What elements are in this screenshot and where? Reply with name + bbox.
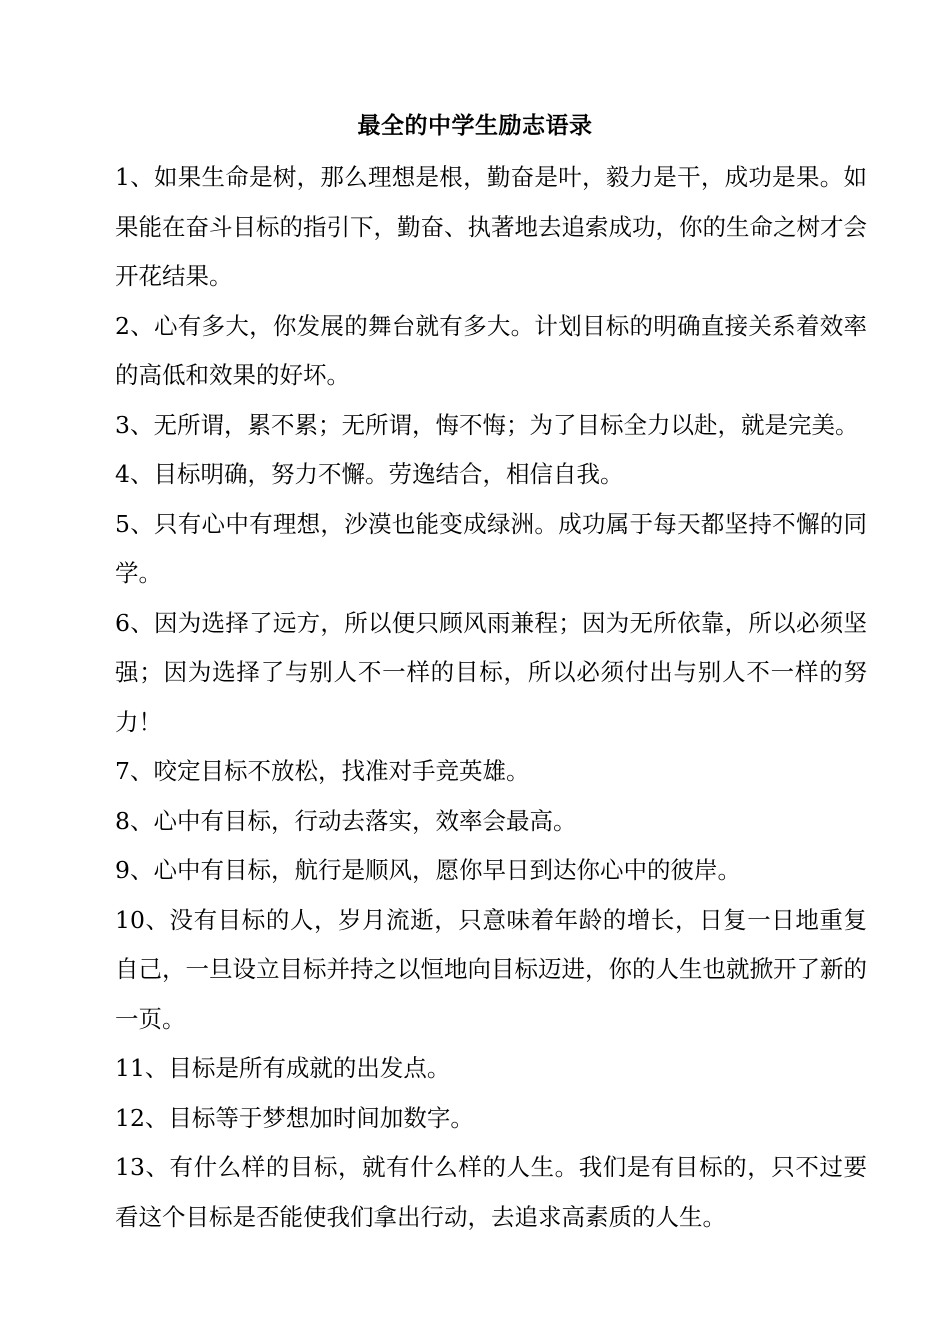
document-body <box>115 153 867 1242</box>
paragraph-8: 8、心中有目标，行动去落实，效率会最高。 <box>115 806 577 835</box>
paragraph-12: 12、目标等于梦想加时间加数字。 <box>115 1103 474 1132</box>
paragraph-2: 2、心有多大，你发展的舞台就有多大。计划目标的明确直接关系着效率的高低和效果的好坏。 <box>115 311 867 389</box>
paragraph-10: 10、没有目标的人，岁月流逝，只意味着年龄的增长，日复一日地重复自己，一旦设立目标并持之以恒地向目标迈进，你的人生也就掀开了新的一页。 <box>115 905 867 1033</box>
paragraph-11: 11、目标是所有成就的出发点。 <box>115 1054 451 1082</box>
document-title: 最全的中学生励志语录 <box>357 112 593 139</box>
paragraph-13: 13、有什么样的目标，就有什么样的人生。我们是有目标的，只不过要看这个目标是否能使我们拿出行动，去追求高素质的人生。 <box>115 1153 867 1231</box>
paragraph-4: 4、目标明确，努力不懈。劳逸结合，相信自我。 <box>115 460 624 488</box>
paragraph-3: 3、无所谓，累不累；无所谓，悔不悔；为了目标全力以赴，就是完美。 <box>115 410 859 439</box>
paragraph-6: 6、因为选择了远方，所以便只顾风雨兼程；因为无所依靠，所以必须坚强；因为选择了与别人不一样的目标，所以必须付出与别人不一样的努力！ <box>115 608 867 736</box>
paragraph-9: 9、心中有目标，航行是顺风，愿你早日到达你心中的彼岸。 <box>115 856 741 884</box>
paragraph-1: 1、如果生命是树，那么理想是根，勤奋是叶，毅力是干，成功是果。如果能在奋斗目标的指引下，勤奋、执著地去追索成功，你的生命之树才会开花结果。 <box>115 163 867 290</box>
paragraph-7: 7、咬定目标不放松，找准对手竞英雄。 <box>115 757 530 785</box>
paragraph-5: 5、只有心中有理想，沙漠也能变成绿洲。成功属于每天都坚持不懈的同学。 <box>115 509 867 587</box>
